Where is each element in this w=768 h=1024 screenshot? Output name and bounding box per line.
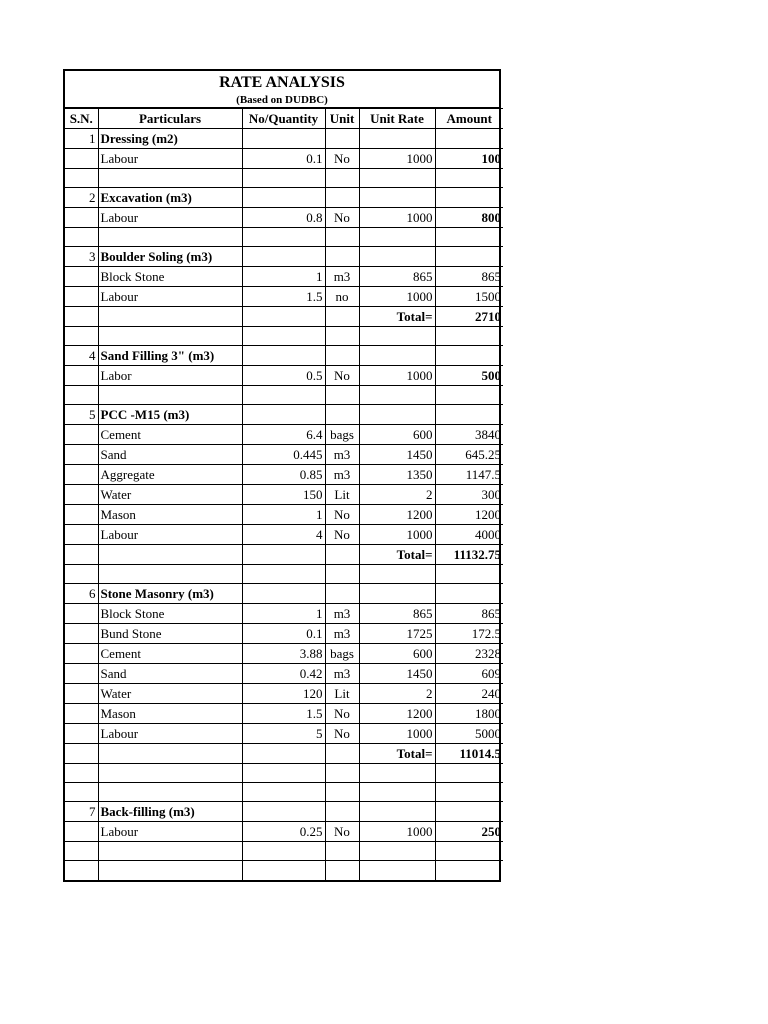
cell-particular: Mason	[98, 704, 242, 724]
cell-amount	[435, 861, 503, 880]
cell-unit-rate	[359, 247, 435, 267]
cell-unit: No	[325, 525, 359, 545]
cell-amount: 1200	[435, 505, 503, 525]
cell-unit: No	[325, 208, 359, 228]
cell-quantity: 0.5	[242, 366, 325, 386]
cell-particular: Labour	[98, 525, 242, 545]
table-row	[65, 842, 503, 861]
cell-sn: 4	[65, 346, 98, 366]
table-row	[65, 584, 503, 604]
cell-particular: Mason	[98, 505, 242, 525]
cell-quantity: 5	[242, 724, 325, 744]
cell-quantity: 0.25	[242, 822, 325, 842]
cell-particular: Stone Masonry (m3)	[98, 584, 242, 604]
cell-sn	[65, 704, 98, 724]
table-row	[65, 783, 503, 802]
cell-unit: bags	[325, 644, 359, 664]
table-row	[65, 822, 503, 842]
header-quantity: No/Quantity	[242, 109, 325, 129]
cell-unit-rate: 865	[359, 604, 435, 624]
table-row	[65, 644, 503, 664]
header-unit-rate: Unit Rate	[359, 109, 435, 129]
cell-unit: Lit	[325, 485, 359, 505]
cell-quantity	[242, 744, 325, 764]
table-row	[65, 604, 503, 624]
table-row	[65, 764, 503, 783]
cell-unit: Lit	[325, 684, 359, 704]
cell-amount: 11132.75	[435, 545, 503, 565]
cell-particular	[98, 386, 242, 405]
table-row	[65, 802, 503, 822]
cell-quantity	[242, 169, 325, 188]
cell-unit-rate	[359, 783, 435, 802]
cell-amount: 1147.5	[435, 465, 503, 485]
cell-quantity	[242, 327, 325, 346]
cell-unit	[325, 565, 359, 584]
cell-unit-rate: 1000	[359, 149, 435, 169]
header-unit: Unit	[325, 109, 359, 129]
cell-particular	[98, 307, 242, 327]
cell-particular: Labour	[98, 724, 242, 744]
cell-amount	[435, 247, 503, 267]
cell-sn	[65, 861, 98, 880]
table-row	[65, 247, 503, 267]
cell-sn	[65, 842, 98, 861]
cell-unit	[325, 129, 359, 149]
table-row	[65, 267, 503, 287]
cell-quantity	[242, 584, 325, 604]
cell-sn	[65, 327, 98, 346]
cell-particular	[98, 744, 242, 764]
cell-unit-rate: 600	[359, 425, 435, 445]
cell-unit-rate: Total=	[359, 744, 435, 764]
cell-amount: 2710	[435, 307, 503, 327]
cell-quantity	[242, 545, 325, 565]
cell-amount: 300	[435, 485, 503, 505]
cell-unit: No	[325, 505, 359, 525]
cell-quantity	[242, 307, 325, 327]
cell-quantity	[242, 764, 325, 783]
header-sn: S.N.	[65, 109, 98, 129]
cell-amount	[435, 188, 503, 208]
cell-quantity: 0.42	[242, 664, 325, 684]
cell-unit: bags	[325, 425, 359, 445]
cell-amount: 11014.5	[435, 744, 503, 764]
cell-sn	[65, 425, 98, 445]
table-row	[65, 684, 503, 704]
table-row	[65, 208, 503, 228]
cell-unit-rate: 1450	[359, 664, 435, 684]
cell-sn	[65, 604, 98, 624]
cell-unit	[325, 188, 359, 208]
cell-quantity: 0.1	[242, 624, 325, 644]
cell-unit-rate: Total=	[359, 307, 435, 327]
cell-amount: 172.5	[435, 624, 503, 644]
header-row	[65, 109, 503, 129]
cell-particular	[98, 327, 242, 346]
rate-table	[65, 108, 503, 880]
cell-particular	[98, 565, 242, 584]
cell-unit-rate	[359, 188, 435, 208]
cell-sn	[65, 366, 98, 386]
cell-sn	[65, 386, 98, 405]
cell-amount: 609	[435, 664, 503, 684]
cell-unit	[325, 169, 359, 188]
cell-amount	[435, 169, 503, 188]
cell-unit	[325, 764, 359, 783]
title-block	[65, 71, 499, 108]
cell-unit-rate	[359, 565, 435, 584]
cell-particular: Sand	[98, 445, 242, 465]
cell-unit-rate	[359, 169, 435, 188]
table-row	[65, 327, 503, 346]
table-row	[65, 405, 503, 425]
cell-sn	[65, 565, 98, 584]
total-row	[65, 307, 503, 327]
cell-unit-rate: 1000	[359, 366, 435, 386]
cell-sn	[65, 525, 98, 545]
table-row	[65, 129, 503, 149]
cell-unit	[325, 386, 359, 405]
table-row	[65, 188, 503, 208]
cell-sn: 3	[65, 247, 98, 267]
cell-particular: Cement	[98, 644, 242, 664]
table-body	[65, 129, 503, 880]
cell-quantity: 0.445	[242, 445, 325, 465]
cell-amount: 1800	[435, 704, 503, 724]
cell-unit	[325, 405, 359, 425]
table-row	[65, 624, 503, 644]
cell-sn: 1	[65, 129, 98, 149]
cell-quantity: 1.5	[242, 704, 325, 724]
cell-quantity	[242, 802, 325, 822]
cell-particular	[98, 861, 242, 880]
cell-unit: m3	[325, 664, 359, 684]
cell-sn	[65, 624, 98, 644]
cell-quantity	[242, 783, 325, 802]
cell-unit-rate: 1000	[359, 525, 435, 545]
cell-unit-rate	[359, 764, 435, 783]
cell-sn	[65, 465, 98, 485]
cell-sn	[65, 664, 98, 684]
cell-amount: 100	[435, 149, 503, 169]
cell-particular: Dressing (m2)	[98, 129, 242, 149]
cell-unit-rate: 1000	[359, 287, 435, 307]
cell-particular: Aggregate	[98, 465, 242, 485]
cell-amount: 865	[435, 267, 503, 287]
cell-unit: m3	[325, 624, 359, 644]
cell-quantity: 1	[242, 505, 325, 525]
cell-amount	[435, 565, 503, 584]
total-row	[65, 744, 503, 764]
cell-quantity	[242, 346, 325, 366]
cell-particular	[98, 545, 242, 565]
cell-unit-rate: 1200	[359, 704, 435, 724]
cell-sn	[65, 684, 98, 704]
cell-unit-rate: 865	[359, 267, 435, 287]
cell-amount	[435, 783, 503, 802]
table-row	[65, 169, 503, 188]
cell-amount: 2328	[435, 644, 503, 664]
cell-amount	[435, 327, 503, 346]
cell-particular: Labor	[98, 366, 242, 386]
cell-unit-rate	[359, 346, 435, 366]
cell-quantity: 0.8	[242, 208, 325, 228]
cell-unit	[325, 545, 359, 565]
cell-unit-rate: 1000	[359, 724, 435, 744]
cell-unit-rate: 600	[359, 644, 435, 664]
cell-unit-rate	[359, 386, 435, 405]
cell-particular: Labour	[98, 822, 242, 842]
cell-unit: No	[325, 149, 359, 169]
cell-sn: 6	[65, 584, 98, 604]
cell-unit	[325, 744, 359, 764]
cell-sn	[65, 228, 98, 247]
cell-sn	[65, 744, 98, 764]
cell-quantity	[242, 565, 325, 584]
table-row	[65, 346, 503, 366]
cell-unit-rate	[359, 228, 435, 247]
cell-unit-rate: 2	[359, 485, 435, 505]
cell-particular	[98, 842, 242, 861]
cell-quantity	[242, 228, 325, 247]
total-row	[65, 545, 503, 565]
table-row	[65, 445, 503, 465]
cell-unit: m3	[325, 604, 359, 624]
cell-amount: 800	[435, 208, 503, 228]
cell-unit	[325, 228, 359, 247]
cell-particular: Sand Filling 3" (m3)	[98, 346, 242, 366]
cell-amount: 4000	[435, 525, 503, 545]
cell-unit: m3	[325, 445, 359, 465]
cell-particular: Sand	[98, 664, 242, 684]
table-row	[65, 485, 503, 505]
cell-unit-rate: 1200	[359, 505, 435, 525]
cell-unit-rate	[359, 327, 435, 346]
cell-particular: Back-filling (m3)	[98, 802, 242, 822]
cell-particular: Labour	[98, 208, 242, 228]
cell-unit-rate: Total=	[359, 545, 435, 565]
cell-quantity: 0.85	[242, 465, 325, 485]
cell-sn	[65, 267, 98, 287]
cell-unit-rate	[359, 584, 435, 604]
cell-unit-rate: 2	[359, 684, 435, 704]
cell-quantity: 120	[242, 684, 325, 704]
cell-sn	[65, 764, 98, 783]
cell-sn	[65, 208, 98, 228]
cell-particular: Block Stone	[98, 604, 242, 624]
table-row	[65, 704, 503, 724]
cell-particular: Excavation (m3)	[98, 188, 242, 208]
cell-quantity	[242, 129, 325, 149]
cell-amount	[435, 129, 503, 149]
cell-particular: Boulder Soling (m3)	[98, 247, 242, 267]
cell-unit: No	[325, 822, 359, 842]
cell-unit-rate	[359, 861, 435, 880]
cell-particular: Cement	[98, 425, 242, 445]
cell-amount	[435, 228, 503, 247]
cell-particular: Bund Stone	[98, 624, 242, 644]
cell-amount: 645.25	[435, 445, 503, 465]
cell-unit: m3	[325, 267, 359, 287]
cell-quantity: 6.4	[242, 425, 325, 445]
cell-amount	[435, 405, 503, 425]
cell-amount: 500	[435, 366, 503, 386]
header-amount: Amount	[435, 109, 503, 129]
cell-sn	[65, 783, 98, 802]
cell-particular	[98, 764, 242, 783]
table-row	[65, 425, 503, 445]
cell-quantity	[242, 247, 325, 267]
cell-unit-rate	[359, 842, 435, 861]
table-row	[65, 287, 503, 307]
cell-unit-rate: 1450	[359, 445, 435, 465]
cell-amount	[435, 764, 503, 783]
table-row	[65, 724, 503, 744]
cell-unit-rate	[359, 129, 435, 149]
table-row	[65, 861, 503, 880]
cell-quantity: 150	[242, 485, 325, 505]
cell-sn	[65, 287, 98, 307]
cell-amount: 1500	[435, 287, 503, 307]
cell-particular: Labour	[98, 287, 242, 307]
sheet-title: RATE ANALYSIS	[219, 74, 345, 91]
cell-amount	[435, 386, 503, 405]
cell-quantity	[242, 861, 325, 880]
cell-unit: no	[325, 287, 359, 307]
table-row	[65, 505, 503, 525]
cell-amount	[435, 842, 503, 861]
cell-sn	[65, 149, 98, 169]
cell-particular	[98, 169, 242, 188]
cell-quantity	[242, 405, 325, 425]
cell-quantity	[242, 188, 325, 208]
cell-amount	[435, 346, 503, 366]
cell-unit-rate: 1000	[359, 208, 435, 228]
cell-unit	[325, 802, 359, 822]
cell-quantity	[242, 386, 325, 405]
cell-sn	[65, 485, 98, 505]
cell-unit-rate: 1000	[359, 822, 435, 842]
table-row	[65, 465, 503, 485]
cell-unit	[325, 327, 359, 346]
cell-sn	[65, 505, 98, 525]
cell-amount: 240	[435, 684, 503, 704]
cell-unit-rate	[359, 802, 435, 822]
cell-unit	[325, 307, 359, 327]
cell-sn	[65, 169, 98, 188]
cell-unit	[325, 783, 359, 802]
cell-sn	[65, 445, 98, 465]
cell-particular: Water	[98, 485, 242, 505]
cell-sn	[65, 545, 98, 565]
cell-particular: Labour	[98, 149, 242, 169]
table-row	[65, 228, 503, 247]
cell-sn	[65, 307, 98, 327]
cell-particular: Water	[98, 684, 242, 704]
cell-unit	[325, 861, 359, 880]
cell-unit: m3	[325, 465, 359, 485]
sheet-subtitle: (Based on DUDBC)	[236, 94, 328, 106]
cell-unit: No	[325, 724, 359, 744]
table-row	[65, 149, 503, 169]
cell-particular	[98, 783, 242, 802]
cell-quantity: 4	[242, 525, 325, 545]
cell-amount: 3840	[435, 425, 503, 445]
cell-quantity: 1	[242, 604, 325, 624]
cell-sn	[65, 822, 98, 842]
cell-amount: 865	[435, 604, 503, 624]
cell-quantity: 0.1	[242, 149, 325, 169]
table-row	[65, 565, 503, 584]
cell-quantity: 3.88	[242, 644, 325, 664]
cell-particular: PCC -M15 (m3)	[98, 405, 242, 425]
cell-unit	[325, 584, 359, 604]
cell-unit-rate: 1350	[359, 465, 435, 485]
cell-sn: 7	[65, 802, 98, 822]
header-particulars: Particulars	[98, 109, 242, 129]
cell-sn	[65, 644, 98, 664]
cell-sn	[65, 724, 98, 744]
cell-quantity: 1	[242, 267, 325, 287]
cell-unit-rate: 1725	[359, 624, 435, 644]
cell-amount	[435, 584, 503, 604]
cell-amount: 250	[435, 822, 503, 842]
cell-unit: No	[325, 704, 359, 724]
cell-sn: 2	[65, 188, 98, 208]
table-row	[65, 525, 503, 545]
cell-unit: No	[325, 366, 359, 386]
cell-sn: 5	[65, 405, 98, 425]
cell-quantity: 1.5	[242, 287, 325, 307]
cell-particular: Block Stone	[98, 267, 242, 287]
cell-unit	[325, 842, 359, 861]
cell-unit	[325, 346, 359, 366]
cell-quantity	[242, 842, 325, 861]
rate-analysis-sheet	[63, 69, 501, 882]
table-row	[65, 664, 503, 684]
cell-unit-rate	[359, 405, 435, 425]
table-row	[65, 366, 503, 386]
cell-particular	[98, 228, 242, 247]
table-row	[65, 386, 503, 405]
cell-amount	[435, 802, 503, 822]
cell-unit	[325, 247, 359, 267]
cell-amount: 5000	[435, 724, 503, 744]
